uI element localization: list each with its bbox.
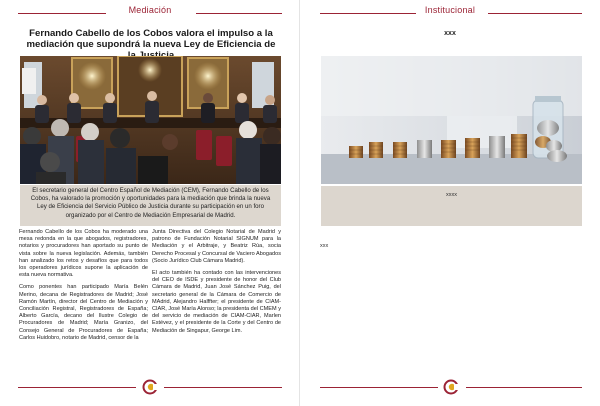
article-column-2 [152, 229, 281, 340]
paragraph: Junta Directiva del Colegio Notarial de Madrid y patrono de Fundación Notarial SIGNUM para la Mediación y el Arbitraje, y Beatriz Rúa, socia Derecho Procesal y Concursal de Vaciero Abogados (Socio Jurídico Club Cámara Madrid). [152, 229, 281, 264]
article-headline: Fernando Cabello de los Cobos valora el impulso a la mediación que supondrá la nueva Ley de Eficiencia de [26, 28, 276, 50]
photo-caption: El secretario general del Centro Español de Mediación (CEM), Fernando Cabello de los Cobos, ha valorado la promoción y oportunidades para la mediación que brinda la nueva Ley de Eficiencia del Servicio Público de Justicia durante su participación en un foro organizado por el Centro de Mediación Empresarial de Madrid. [20, 185, 281, 226]
footer-rule-left [320, 387, 438, 388]
conference-photo [20, 56, 281, 184]
right-section-header [300, 5, 600, 21]
header-rule-right [488, 13, 582, 14]
paragraph: Como ponentes han participado María Belén Merino, decana de Registradores de Madrid; José Ramón Martín, director del Centro de Mediación y Conciliación Registral, Registradores de España; Alberto García, decano del Ilustre Colegio de Procuradores de Madrid; María Granizo, del Consejo General de Procuradores de España; Carlos Huidobro, notario de Madrid, censor de la [19, 284, 148, 341]
brand-logo-icon [443, 379, 459, 395]
article-title-placeholder: xxx [444, 30, 456, 37]
coins-illustration [321, 56, 582, 184]
left-section-header [0, 5, 300, 21]
article-column-1 [19, 229, 148, 347]
body-text-placeholder: xxx [320, 243, 329, 249]
footer-rule-right [466, 387, 582, 388]
coins-photo [321, 56, 582, 184]
right-page [300, 0, 600, 406]
section-label-mediacion: Mediación [128, 5, 172, 15]
footer-rule-right [164, 387, 282, 388]
conference-illustration [20, 56, 281, 184]
footer-rule-left [18, 387, 136, 388]
header-rule-right [196, 13, 282, 14]
paragraph: El acto también ha contado con las intervenciones del CEO de ISDE y presidente de honor del Club Cámara de Madrid, Juan José Sánchez Puig, del secretario general de la Cámara de Comercio de MAdrid, Alejandro Halffter; el presidente de CIAM-CIAR, José María Alonso; la presidenta del CMEM y del servicio de mediación de CIAM-CIAR, Marlen Estévez, y el presidente de la Corte y del Centro de Mediación de Singapur, George Lim. [152, 270, 281, 334]
photo-caption: xxxx [321, 186, 582, 226]
brand-logo-icon [142, 379, 158, 395]
section-label-institucional: Institucional [424, 5, 476, 15]
paragraph: Fernando Cabello de los Cobos ha moderado una mesa redonda en la que abogados, registradores, notarios y procuradores han aportado su punto de vista sobre la nueva legislación. Además, también han analizado los retos y desafíos que para todos los operadores jurídicos supone la aplicación de esta nueva normativa. [19, 229, 148, 279]
